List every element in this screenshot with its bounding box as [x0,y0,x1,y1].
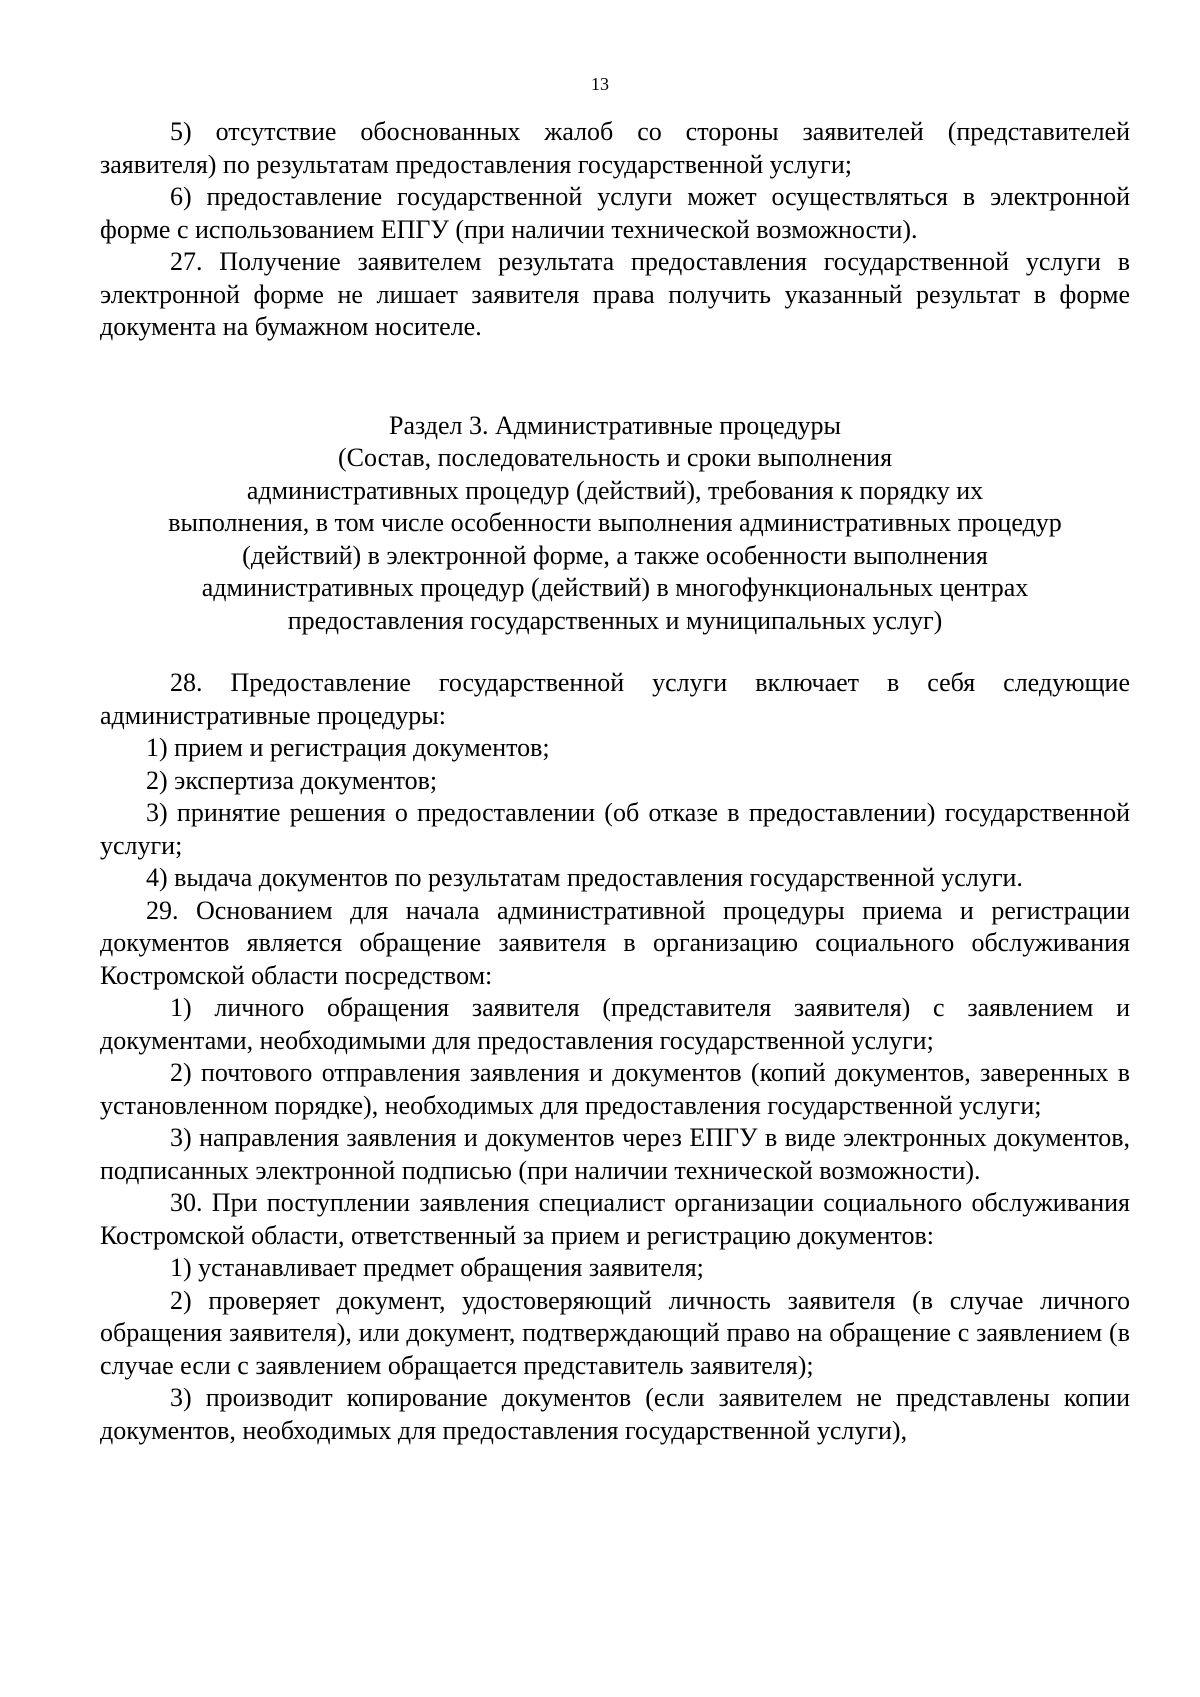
list-item: 1) личного обращения заявителя (представителя заявителя) с заявлением и документами, необходимыми для предоставления государственной услуги; [100,993,1130,1055]
paragraph-item-5: 5) отсутствие обоснованных жалоб со стороны заявителей (представителей заявителя) по результатам предоставления государственной услуги; [100,117,1130,179]
list-item: 4) выдача документов по результатам предоставления государственной услуги. [146,863,1023,892]
page-number: 13 [591,74,609,94]
paragraph-28: 28. Предоставление государственной услуги включает в себя следующие административные процедуры: [100,668,1130,730]
section-subtitle-line: предоставления государственных и муниципальных услуг) [287,605,943,635]
section-subtitle-line: выполнения, в том числе особенности выполнения административных процедур [168,508,1062,537]
list-item: 2) почтового отправления заявления и документов (копий документов, заверенных в установленном порядке), необходимых для предоставления государственной услуги; [100,1058,1130,1120]
list-item: 3) принятие решения о предоставлении (об отказе в предоставлении) государственной услуги; [100,798,1130,860]
section-subtitle-line: административных процедур (действий), требования к порядку их [246,475,984,505]
section-subtitle-line: (действий) в электронной форме, а также особенности выполнения [242,540,988,570]
list-item: 2) проверяет документ, удостоверяющий личность заявителя (в случае личного обращения заявителя), или документ, подтверждающий право на обращение с заявлением (в случае если с заявлением обращается представитель заявителя); [100,1285,1130,1380]
list-item: 3) производит копирование документов (если заявителем не представлены копии документов, необходимых для предоставления государственной услуги), [100,1383,1130,1445]
section-subtitle-line: (Состав, последовательность и сроки выполнения [337,443,893,472]
paragraph-27: 27. Получение заявителем результата предоставления государственной услуги в электронной форме не лишает заявителя права получить указанный результат в форме документа на бумажном носителе. [100,247,1130,341]
procedures-block [100,667,1130,1447]
list-item: 3) направления заявления и документов через ЕПГУ в виде электронных документов, подписанных электронной подписью (при наличии технической возможности). [100,1123,1130,1185]
section-title: Раздел 3. Административные процедуры [388,410,842,440]
paragraph-29: 29. Основанием для начала административной процедуры приема и регистрации документов является обращение заявителя в организацию социального обслуживания Костромской области посредством: [100,895,1130,990]
section-heading [100,410,1130,638]
paragraph-item-6: 6) предоставление государственной услуги может осуществляться в электронной форме с использованием ЕПГУ (при наличии технической возможности). [100,182,1130,244]
list-item: 1) устанавливает предмет обращения заявителя; [170,1253,704,1282]
list-item: 2) экспертиза документов; [146,765,438,795]
paragraph-30: 30. При поступлении заявления специалист организации социального обслуживания Костромской области, ответственный за прием и регистрацию документов: [100,1188,1130,1250]
list-item: 1) прием и регистрация документов; [146,733,550,762]
section-subtitle-line: административных процедур (действий) в многофункциональных центрах [201,573,1029,602]
document-body [100,116,1130,1447]
